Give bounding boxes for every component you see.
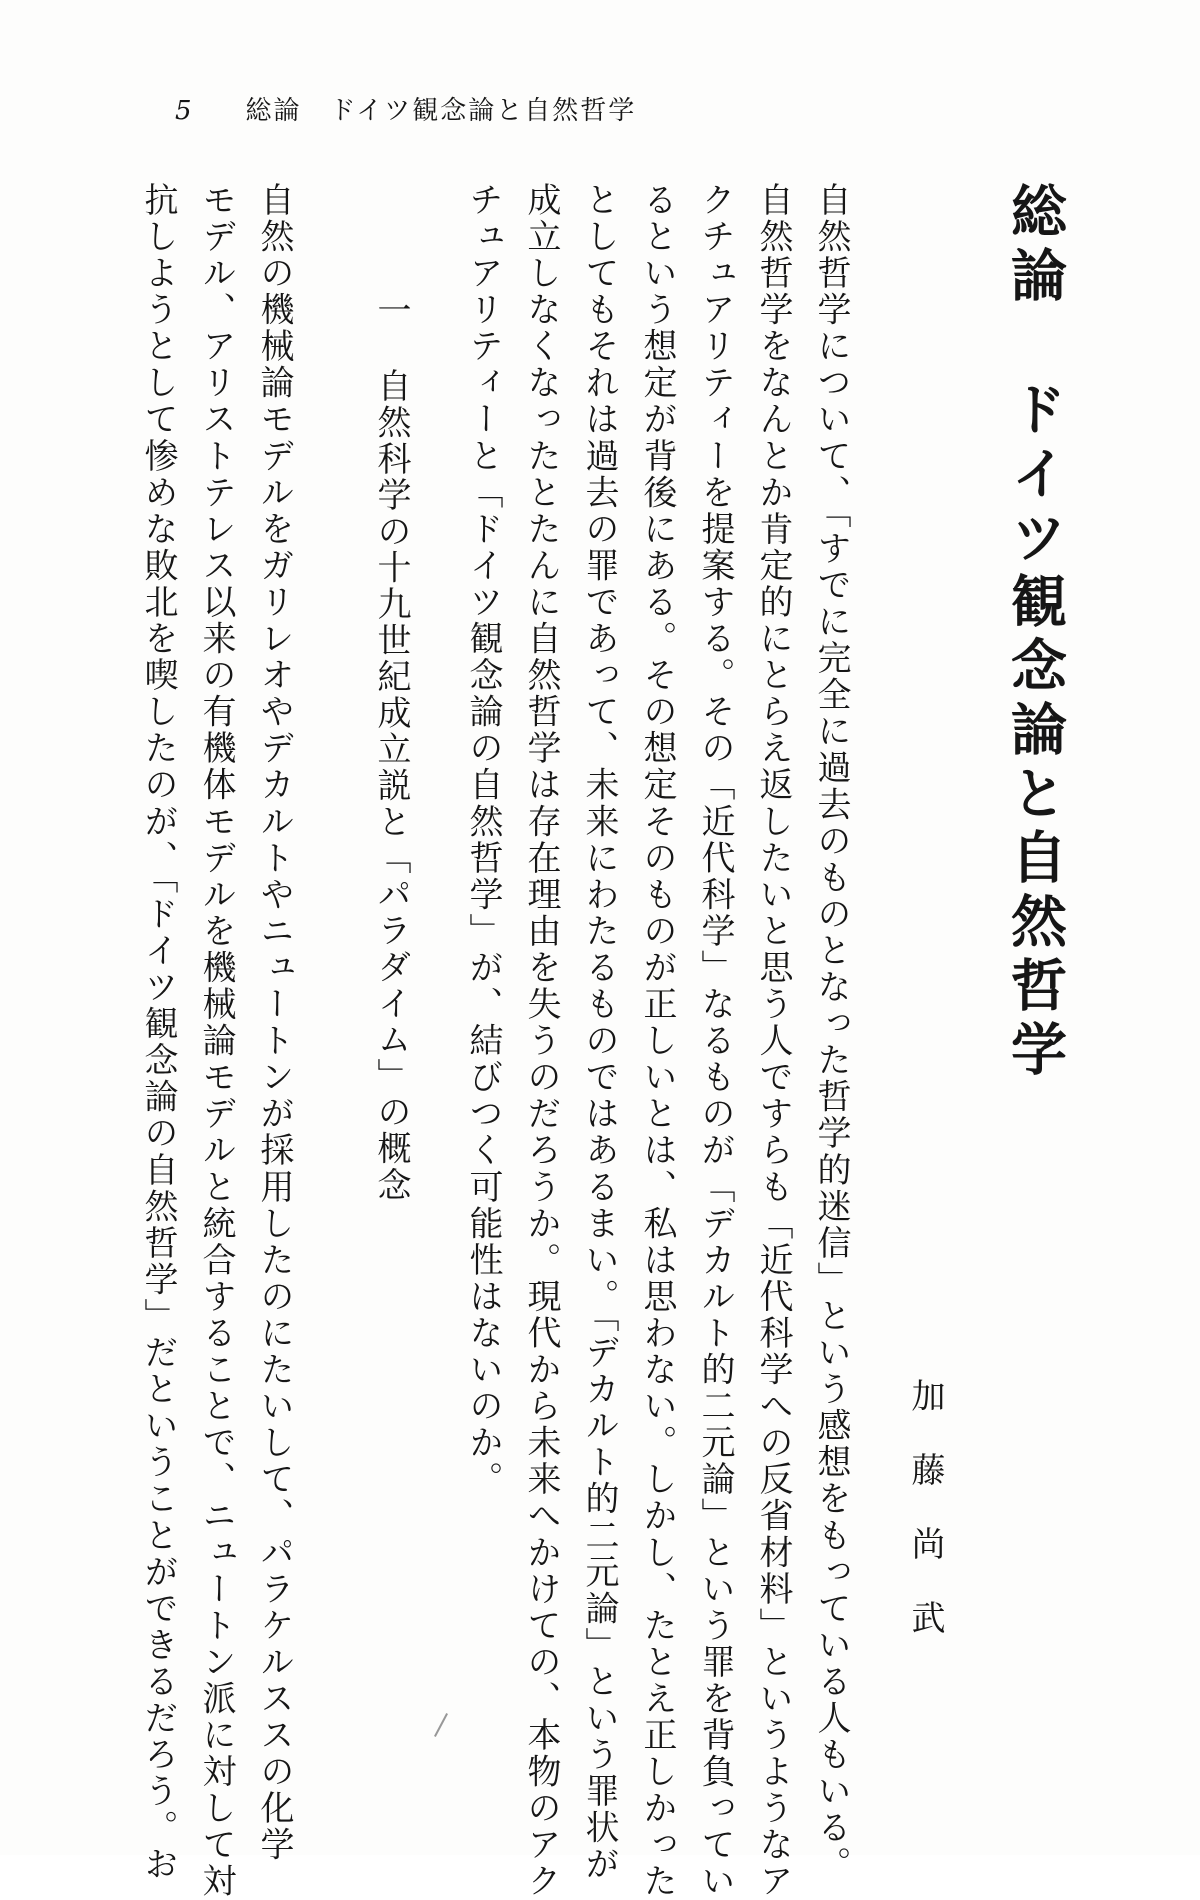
section-heading-text: 自然科学の十九世紀成立説と「パラダイム」の概念 bbox=[371, 368, 411, 1204]
running-head bbox=[175, 98, 636, 124]
title-part-2: ドイツ観念論と自然哲学 bbox=[1002, 380, 1068, 1084]
page-number: 5 bbox=[175, 96, 194, 126]
section-heading bbox=[371, 292, 411, 1204]
section-number: 一 bbox=[371, 292, 411, 329]
section-line-1: 自然の機械論モデルをガリレオやデカルトやニュートンが採用したのにたいして、パラケルススの化学 bbox=[254, 182, 294, 1864]
title-part-1: 総論 bbox=[1002, 182, 1068, 310]
intro-line-4: るという想定が背後にある。その想定そのものが正しいとは、私は思わない。しかし、たとえ正しかった bbox=[637, 182, 677, 1900]
intro-line-2: 自然哲学をなんとか肯定的にとらえ返したいと思う人ですらも「近代科学への反省材料」というようなア bbox=[753, 182, 793, 1900]
intro-line-6: 成立しなくなったとたんに自然哲学は存在理由を失うのだろうか。現代から未来へかけての、本物のアク bbox=[521, 182, 561, 1900]
running-head-text: 総論 ドイツ観念論と自然哲学 bbox=[245, 96, 637, 126]
intro-line-3: クチュアリティーを提案する。その「近代科学」なるものが「デカルト的二元論」という罪を背負ってい bbox=[695, 182, 735, 1900]
scan-speck bbox=[434, 1713, 448, 1737]
section-line-2: モデル、アリストテレス以来の有機体モデルを機械論モデルと統合することで、ニュートン派に対して対 bbox=[196, 182, 236, 1900]
section-line-3: 抗しようとして惨めな敗北を喫したのが、「ドイツ観念論の自然哲学」だということができるだろう。お bbox=[138, 182, 178, 1883]
intro-line-1: 自然哲学について、「すでに完全に過去のものとなった哲学的迷信」という感想をもっている人もいる。 bbox=[811, 182, 851, 1883]
chapter-title bbox=[1002, 182, 1068, 1084]
intro-line-7: チュアリティーと「ドイツ観念論の自然哲学」が、結びつく可能性はないのか。 bbox=[463, 182, 503, 1498]
author-name: 加藤尚武 bbox=[905, 1378, 945, 1674]
intro-line-5: としてもそれは過去の罪であって、未来にわたるものではあるまい。「デカルト的二元論」という罪状が bbox=[579, 182, 619, 1883]
